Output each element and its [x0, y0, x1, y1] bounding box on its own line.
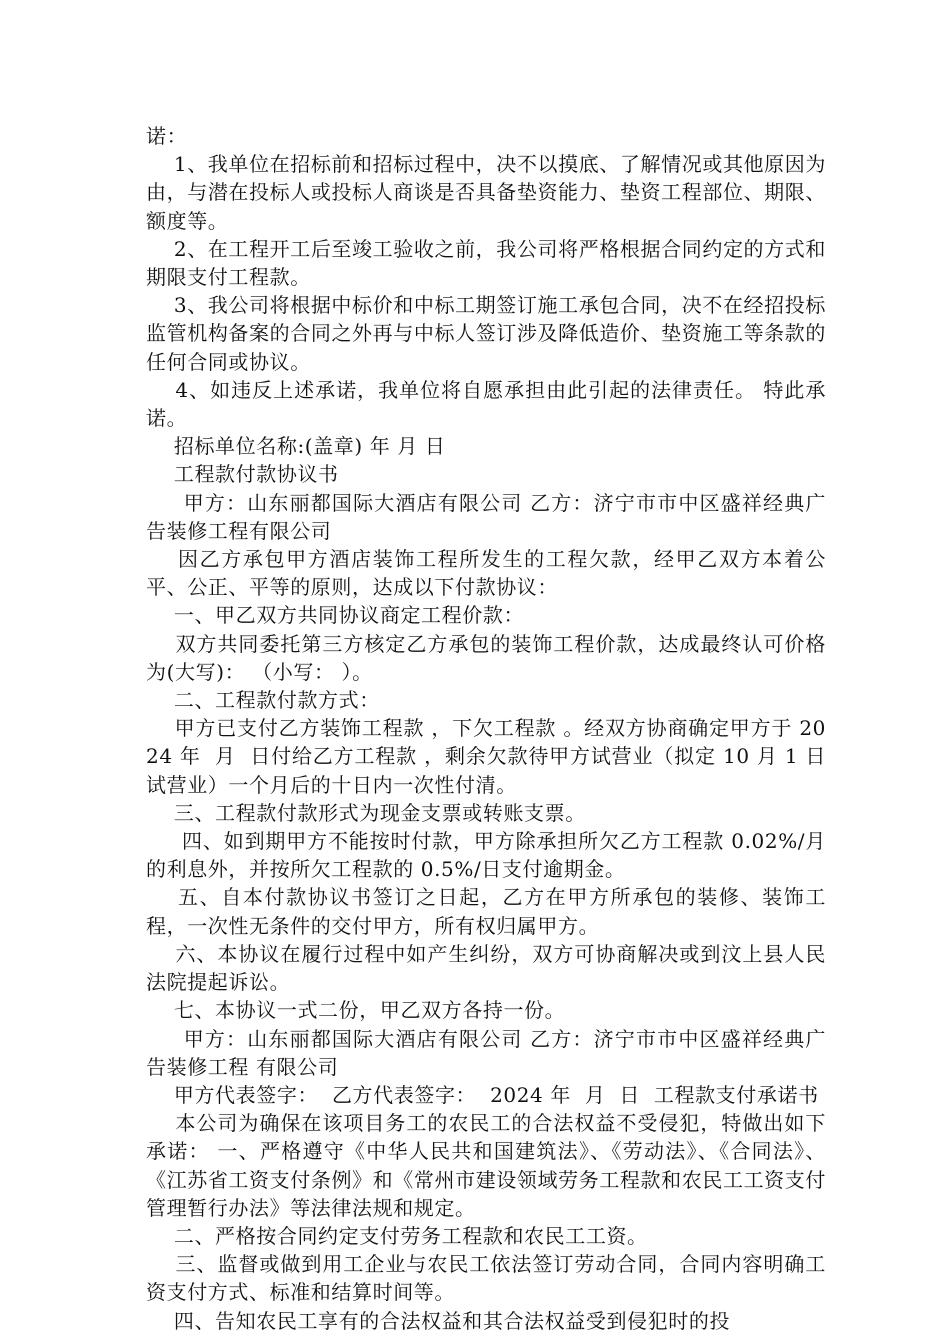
clause-1-body: 双方共同委托第三方核定乙方承包的装饰工程价款，达成最终认可价格为(大写)： （小写： ）。	[146, 631, 826, 684]
parties-signature-line: 甲方：山东丽都国际大酒店有限公司 乙方：济宁市市中区盛祥经典广告装修工程 有限公司	[146, 1026, 826, 1079]
commitment-item-1: 1、我单位在招标前和招标过程中，决不以摸底、了解情况或其他原因为由，与潜在投标人或投标人商谈是否具备垫资能力、垫资工程部位、期限、额度等。	[146, 152, 826, 233]
clause-1-heading: 一、甲乙双方共同协议商定工程价款：	[146, 603, 525, 628]
text-line: 诺：	[146, 124, 188, 148]
pledge-intro: 本公司为确保在该项目务工的农民工的合法权益不受侵犯，特做出如下承诺： 一、严格遵守《中华人民共和国建筑法》、《劳动法》、《合同法》、《江苏省工资支付条例》和《常州市建设领域劳务工程款和农民工工资支付管理暂行办法》等法律法规和规定。	[146, 1111, 826, 1220]
clause-3: 三、工程款付款形式为现金支票或转账支票。	[146, 800, 586, 825]
clause-2-heading: 二、工程款付款方式：	[146, 688, 380, 713]
pledge-item-3: 三、监督或做到用工企业与农民工依法签订劳动合同，合同内容明确工资支付方式、标准和结算时间等。	[146, 1252, 826, 1305]
document-body	[146, 122, 826, 1335]
clause-7: 七、本协议一式二份，甲乙双方各持一份。	[146, 998, 566, 1023]
commitment-item-2: 2、在工程开工后至竣工验收之前，我公司将严格根据合同约定的方式和期限支付工程款。	[146, 236, 826, 290]
clause-6: 六、本协议在履行过程中如产生纠纷，双方可协商解决或到汶上县人民法院提起诉讼。	[146, 941, 826, 995]
representatives-line: 甲方代表签字： 乙方代表签字： 2024 年 月 日 工程款支付承诺书	[146, 1082, 819, 1107]
clause-4: 四、如到期甲方不能按时付款，甲方除承担所欠乙方工程款 0.02%/月的利息外，并按所欠工程款的 0.5%/日支付逾期金。	[146, 829, 826, 882]
clause-2-body: 甲方已支付乙方装饰工程款 ，下欠工程款 。经双方协商确定甲方于 2024 年 月 日付给乙方工程款 ，剩余欠款待甲方试营业（拟定 10 月 1 日试营业）一个月后的十日内一次性付清。	[146, 716, 826, 797]
commitment-item-4: 4、如违反上述承诺，我单位将自愿承担由此引起的法律责任。 特此承诺。	[146, 377, 826, 431]
clause-5: 五、自本付款协议书签订之日起，乙方在甲方所承包的装修、装饰工程，一次性无条件的交付甲方，所有权归属甲方。	[146, 885, 826, 938]
pledge-item-2: 二、严格按合同约定支付劳务工程款和农民工工资。	[146, 1223, 648, 1248]
agreement-title: 工程款付款协议书	[146, 462, 339, 487]
agreement-intro: 因乙方承包甲方酒店装饰工程所发生的工程欠款，经甲乙双方本着公平、公正、平等的原则，达成以下付款协议：	[146, 547, 826, 600]
signature-line: 招标单位名称:(盖章) 年 月 日	[146, 434, 446, 459]
parties-line: 甲方：山东丽都国际大酒店有限公司 乙方：济宁市市中区盛祥经典广告装修工程有限公司	[146, 490, 826, 543]
pledge-item-4: 四、告知农民工享有的合法权益和其合法权益受到侵犯时的投	[146, 1308, 731, 1333]
commitment-item-3: 3、我公司将根据中标价和中标工期签订施工承包合同，决不在经招投标监管机构备案的合同之外再与中标人签订涉及降低造价、垫资施工等条款的任何合同或协议。	[146, 293, 826, 374]
